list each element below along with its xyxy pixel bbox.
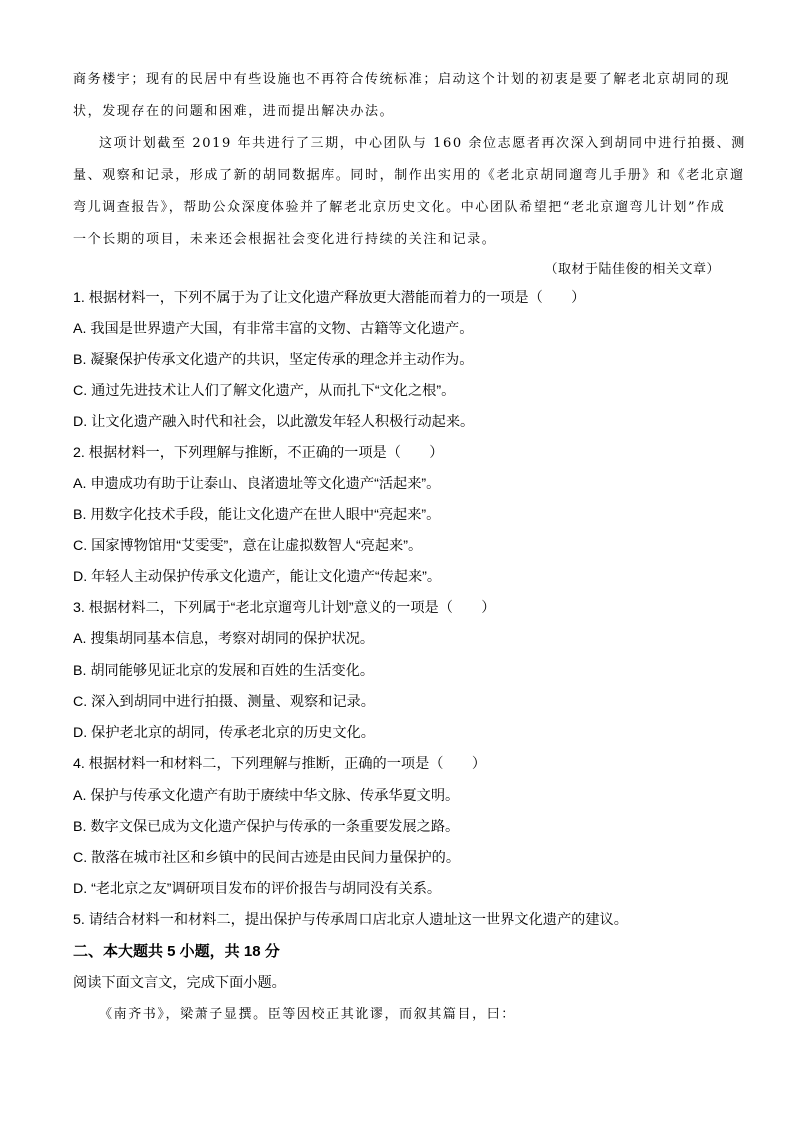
question-4-option-a: A. 保护与传承文化遗产有助于赓续中华文脉、传承华夏文明。 (73, 788, 460, 804)
question-4-option-c: C. 散落在城市社区和乡镇中的民间古迹是由民间力量保护的。 (73, 850, 461, 866)
question-3-option-c: C. 深入到胡同中进行拍摄、测量、观察和记录。 (73, 694, 375, 710)
question-1-option-d: D. 让文化遗产融入时代和社会，以此激发年轻人积极行动起来。 (73, 414, 475, 430)
passage-line: 量、观察和记录，形成了新的胡同数据库。同时，制作出实用的《老北京胡同遛弯儿手册》和《老北京遛 (73, 168, 745, 183)
question-1-option-b: B. 凝聚保护传承文化遗产的共识，坚定传承的理念并主动作为。 (73, 352, 474, 368)
question-3-option-a: A. 搜集胡同基本信息，考察对胡同的保护状况。 (73, 631, 375, 647)
question-2-stem: 2. 根据材料一，下列理解与推断，不正确的一项是（ ） (73, 445, 444, 461)
question-3-option-d: D. 保护老北京的胡同，传承老北京的历史文化。 (73, 725, 375, 741)
question-5-stem: 5. 请结合材料一和材料二，提出保护与传承周口店北京人遗址这一世界文化遗产的建议。 (73, 912, 628, 928)
question-3-stem: 3. 根据材料二，下列属于“老北京遛弯儿计划”意义的一项是（ ） (73, 600, 496, 616)
passage-line: 一个长期的项目，未来还会根据社会变化进行持续的关注和记录。 (73, 232, 497, 247)
question-1-option-a: A. 我国是世界遗产大国，有非常丰富的文物、古籍等文化遗产。 (73, 321, 474, 337)
source-citation: （取材于陆佳俊的相关文章） (544, 262, 720, 277)
question-2-option-c: C. 国家博物馆用“艾雯雯”，意在让虚拟数智人“亮起来”。 (73, 538, 423, 554)
passage-paragraph-start: 这项计划截至 2019 年共进行了三期，中心团队与 160 余位志愿者再次深入到胡同中进行拍摄、测 (99, 136, 746, 151)
passage-line: 状，发现存在的问题和困难，进而提出解决办法。 (73, 104, 395, 119)
question-4-option-b: B. 数字文保已成为文化遗产保护与传承的一条重要发展之路。 (73, 819, 460, 835)
passage-line: 商务楼宇；现有的民居中有些设施也不再符合传统标准；启动这个计划的初衷是要了解老北京胡同的现 (73, 72, 731, 87)
question-2-option-a: A. 申遗成功有助于让泰山、良渚遗址等文化遗产“活起来”。 (73, 476, 441, 492)
passage-line: 弯儿调查报告》，帮助公众深度体验并了解老北京历史文化。中心团队希望把“老北京遛弯儿计划”作成 (73, 200, 726, 215)
question-2-option-b: B. 用数字化技术手段，能让文化遗产在世人眼中“亮起来”。 (73, 507, 441, 523)
question-1-option-c: C. 通过先进技术让人们了解文化遗产，从而扎下“文化之根”。 (73, 383, 456, 399)
classical-text-line: 《南齐书》，梁萧子显撰。臣等因校正其讹谬，而叙其篇目，曰： (99, 1007, 516, 1022)
question-4-option-d: D. “老北京之友”调研项目发布的评价报告与胡同没有关系。 (73, 881, 442, 897)
question-2-option-d: D. 年轻人主动保护传承文化遗产，能让文化遗产“传起来”。 (73, 569, 442, 585)
section-heading: 二、本大题共 5 小题，共 18 分 (73, 943, 280, 960)
question-4-stem: 4. 根据材料一和材料二，下列理解与推断，正确的一项是（ ） (73, 756, 487, 772)
question-3-option-b: B. 胡同能够见证北京的发展和百姓的生活变化。 (73, 663, 375, 679)
section-instruction: 阅读下面文言文，完成下面小题。 (73, 975, 286, 991)
question-1-stem: 1. 根据材料一，下列不属于为了让文化遗产释放更大潜能而着力的一项是（ ） (73, 290, 586, 306)
